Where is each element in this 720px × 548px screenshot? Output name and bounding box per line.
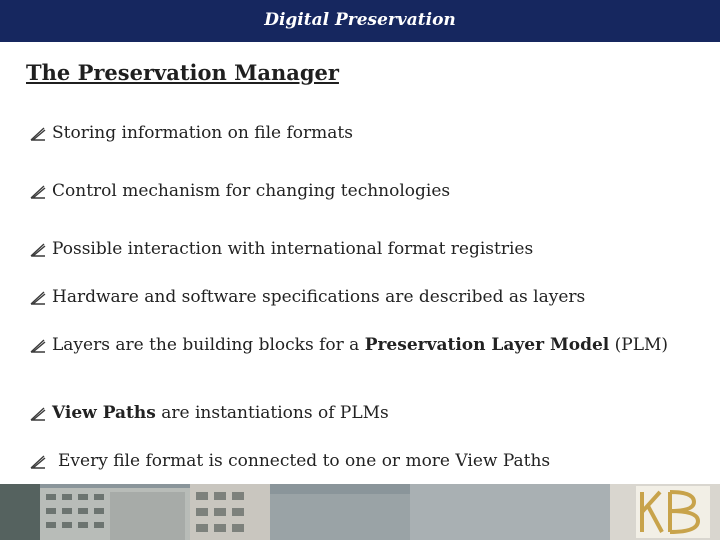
pencil-check-icon — [30, 455, 46, 469]
footer-building-photo — [0, 484, 720, 540]
pencil-check-icon — [30, 339, 46, 353]
bullet-text — [52, 336, 672, 355]
building-image — [0, 484, 720, 540]
bullet-text: Storing information on file formats — [52, 123, 353, 143]
bullet-text: Hardware and software specifications are described as layers — [52, 287, 586, 307]
bullet-text: Possible interaction with international format registries — [52, 239, 534, 259]
pencil-check-icon — [30, 243, 46, 257]
bullet-text-part: Layers are the building blocks for a — [52, 335, 365, 355]
bullet-text-bold: Preservation Layer Model — [364, 335, 610, 355]
kb-logo — [636, 486, 710, 538]
kb-logo-mark — [636, 486, 710, 538]
bullet-text — [52, 404, 672, 423]
bullet-text-part: are instantiations of PLMs — [155, 403, 389, 423]
header-bar — [0, 0, 720, 42]
bullet-text-bold: View Paths — [52, 403, 156, 423]
pencil-check-icon — [30, 127, 46, 141]
slide-heading: The Preservation Manager — [26, 60, 339, 85]
pencil-check-icon — [30, 291, 46, 305]
bullet-text-part: (PLM) — [609, 335, 669, 355]
bullet-text: Every file format is connected to one or more View Paths — [58, 451, 551, 471]
pencil-check-icon — [30, 185, 46, 199]
header-title: Digital Preservation — [264, 10, 456, 30]
bullet-text: Control mechanism for changing technologies — [52, 181, 451, 201]
pencil-check-icon — [30, 407, 46, 421]
